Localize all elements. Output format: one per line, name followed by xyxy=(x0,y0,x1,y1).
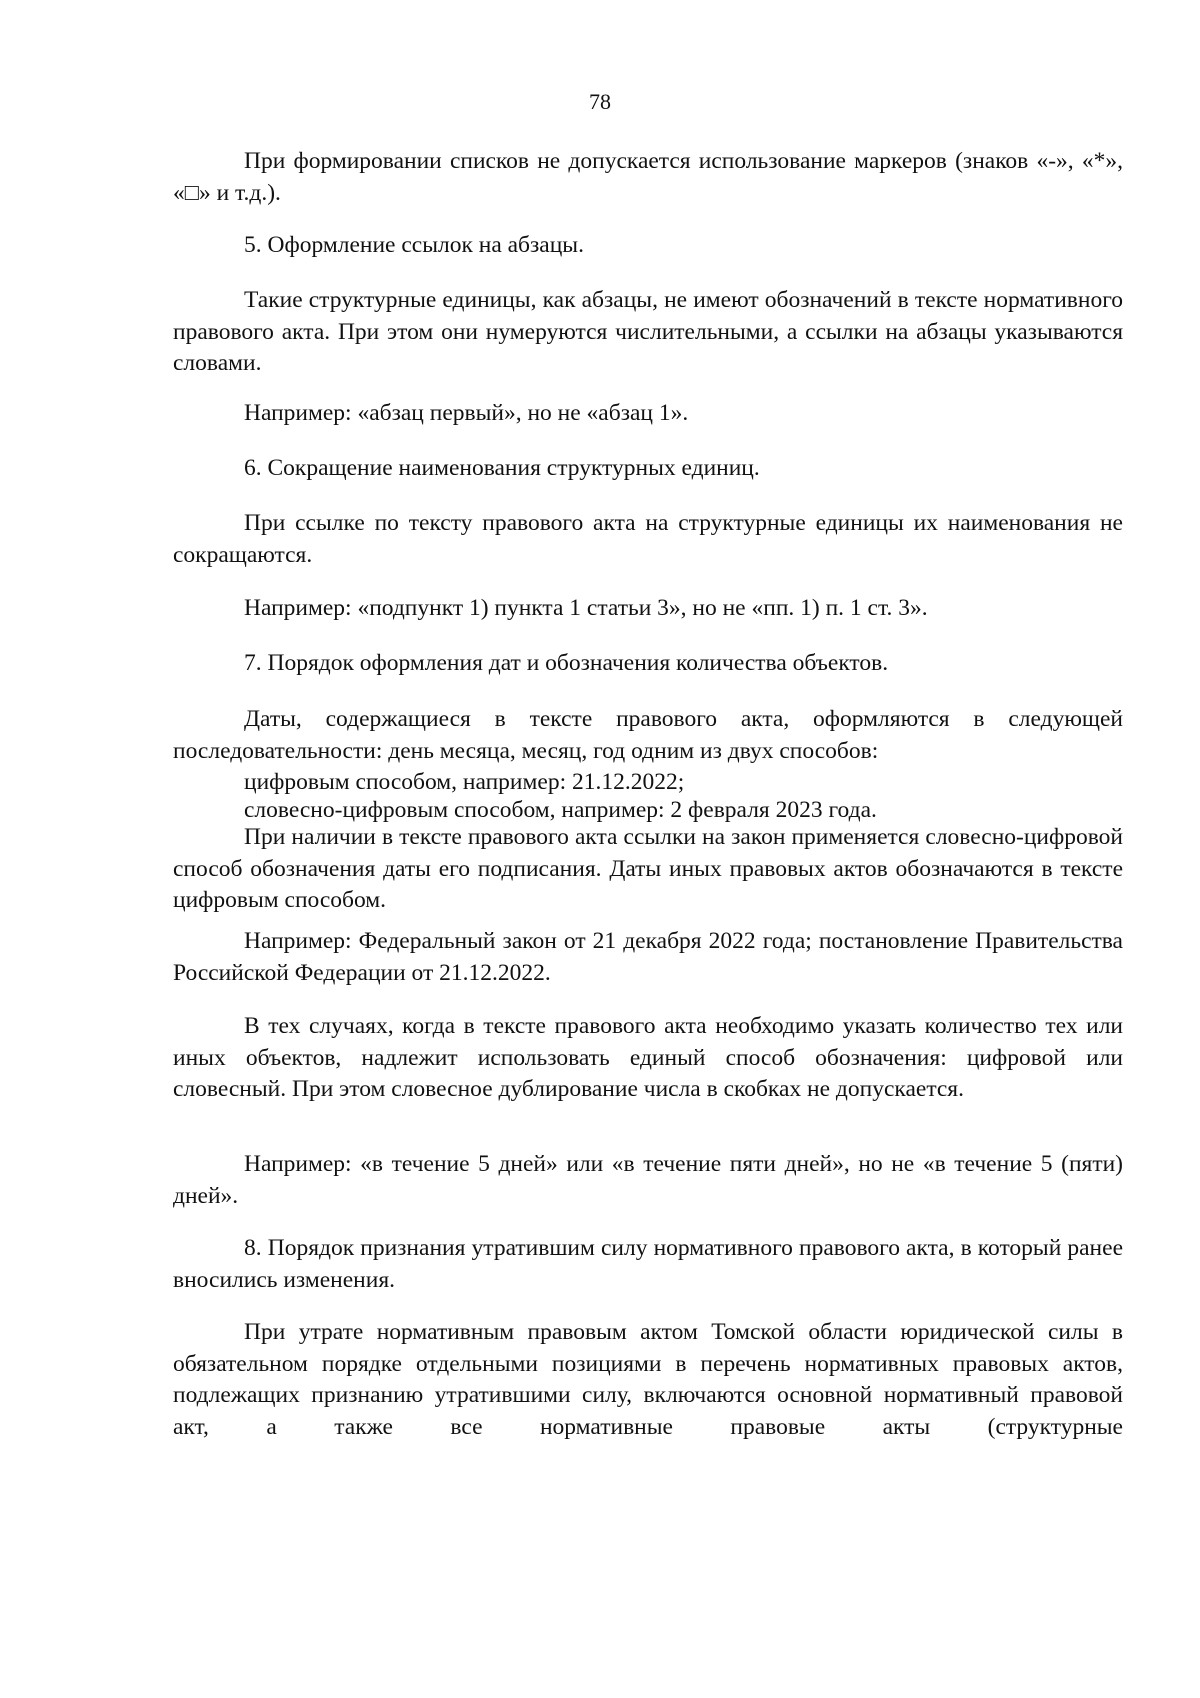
paragraph-paragraph-references: Такие структурные единицы, как абзацы, не имеют обозначений в тексте нормативного правового акта. При этом они нумеруются числительными, а ссылки на абзацы указываются словами. xyxy=(173,287,1123,376)
paragraph-law-date: При наличии в тексте правового акта ссылки на закон применяется словесно-цифровой способ обозначения даты его подписания. Даты иных правовых актов обозначаются в тексте цифровым способом. xyxy=(173,824,1123,913)
heading-section-6: 6. Сокращение наименования структурных единиц. xyxy=(244,455,760,481)
date-format-numeric: цифровым способом, например: 21.12.2022; xyxy=(244,769,685,795)
example-structural-reference: Например: «подпункт 1) пункта 1 статьи 3», но не «пп. 1) п. 1 ст. 3». xyxy=(244,595,928,621)
paragraph-object-count: В тех случаях, когда в тексте правового акта необходимо указать количество тех или иных объектов, надлежит использовать единый способ обозначения: цифровой или словесный. При этом словесное дублирование числа в скобках не допускается. xyxy=(173,1013,1123,1102)
paragraph-list-markers: При формировании списков не допускается использование маркеров (знаков «-», «*», «□» и т.д.). xyxy=(173,148,1123,206)
date-format-verbal-numeric: словесно-цифровым способом, например: 2 февраля 2023 года. xyxy=(244,797,877,823)
paragraph-repeal: При утрате нормативным правовым актом Томской области юридической силы в обязательном порядке отдельными позициями в перечень нормативных правовых актов, подлежащих признанию утратившими силу, включаются основной нормативный правовой акт, а также все нормативные правовые акты (структурные xyxy=(173,1319,1123,1440)
heading-section-8: 8. Порядок признания утратившим силу нормативного правового акта, в который ранее вносились изменения. xyxy=(173,1235,1123,1293)
paragraph-structural-names: При ссылке по тексту правового акта на структурные единицы их наименования не сокращаются. xyxy=(173,510,1123,568)
paragraph-date-format: Даты, содержащиеся в тексте правового акта, оформляются в следующей последовательности: день месяца, месяц, год одним из двух способов: xyxy=(173,706,1123,764)
page-number: 78 xyxy=(589,89,611,114)
heading-section-7: 7. Порядок оформления дат и обозначения количества объектов. xyxy=(244,650,889,676)
heading-section-5: 5. Оформление ссылок на абзацы. xyxy=(244,232,584,258)
example-paragraph-reference: Например: «абзац первый», но не «абзац 1». xyxy=(244,400,689,426)
example-law-date: Например: Федеральный закон от 21 декабря 2022 года; постановление Правительства Российской Федерации от 21.12.2022. xyxy=(173,928,1123,986)
example-object-count: Например: «в течение 5 дней» или «в течение пяти дней», но не «в течение 5 (пяти) дней». xyxy=(173,1151,1123,1209)
